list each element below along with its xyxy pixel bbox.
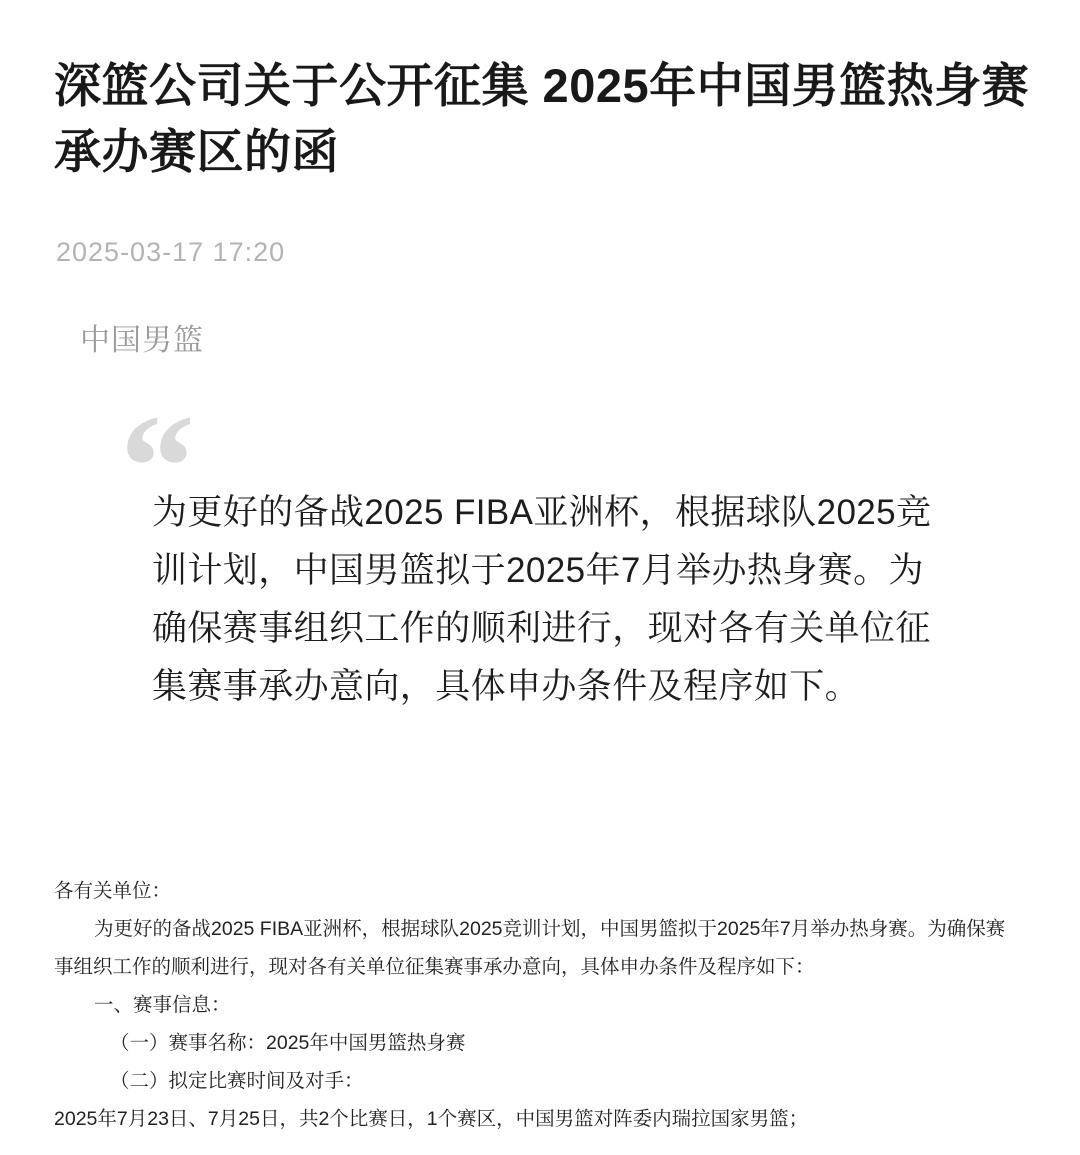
article-source: 中国男篮	[80, 324, 204, 357]
body-paragraph: 各有关单位：	[54, 880, 172, 902]
quote-mark-icon: “	[120, 384, 195, 550]
body-paragraph: 为更好的备战2025 FIBA亚洲杯，根据球队2025竞训计划，中国男篮拟于2025年7月举办热身赛。为确保赛事组织工作的顺利进行，现对各有关单位征集赛事承办意向，具体申办条件及程序如下：	[54, 918, 1006, 978]
body-paragraph: 一、赛事信息：	[94, 994, 231, 1016]
body-paragraph: 2025年7月23日、7月25日，共2个比赛日，1个赛区，中国男篮对阵委内瑞拉国家男篮；	[54, 1108, 809, 1130]
publish-timestamp: 2025-03-17 17:20	[56, 237, 286, 267]
article-body	[54, 872, 1022, 1138]
body-paragraph: （二）拟定比赛时间及对手：	[110, 1070, 364, 1092]
page-title: 深篮公司关于公开征集 2025年中国男篮热身赛承办赛区的函	[54, 59, 1030, 179]
body-paragraph: （一）赛事名称：2025年中国男篮热身赛	[110, 1032, 466, 1054]
pull-quote-text: 为更好的备战2025 FIBA亚洲杯，根据球队2025竞训计划，中国男篮拟于2025年7月举办热身赛。为确保赛事组织工作的顺利进行，现对各有关单位征集赛事承办意向，具体申办条件及程序如下。	[152, 493, 932, 706]
